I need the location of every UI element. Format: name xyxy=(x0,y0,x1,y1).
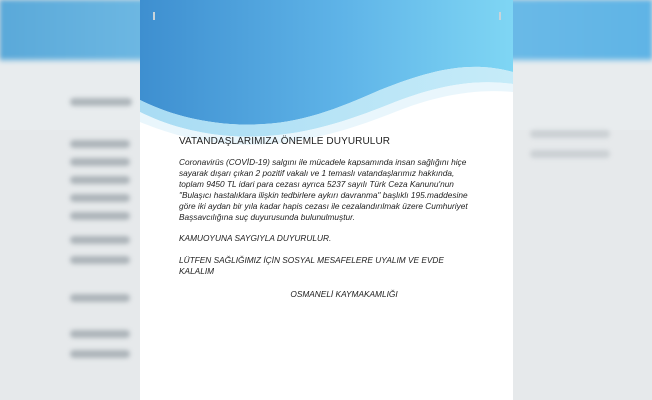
wave-header-graphic xyxy=(140,0,513,150)
background-text-blur xyxy=(70,158,130,166)
background-text-blur xyxy=(70,330,130,338)
background-text-blur xyxy=(70,294,130,302)
background-text-blur xyxy=(70,212,130,220)
background-text-blur xyxy=(530,130,610,138)
background-text-blur xyxy=(70,98,132,106)
background-text-blur xyxy=(70,140,130,148)
announcement-appeal: LÜTFEN SAĞLIĞIMIZ İÇİN SOSYAL MESAFELERE UYALIM VE EVDE KALALIM xyxy=(179,255,444,276)
background-text-blur xyxy=(530,150,610,158)
announcement-title: VATANDAŞLARIMIZA ÖNEMLE DUYURULUR xyxy=(179,136,391,147)
page-corner-mark xyxy=(153,12,155,20)
background-text-blur xyxy=(70,236,130,244)
announcement-document xyxy=(140,0,513,400)
announcement-closing: KAMUOYUNA SAYGIYLA DUYURULUR. xyxy=(179,233,332,243)
background-text-blur xyxy=(70,256,130,264)
announcement-body: Coronavirüs (COVİD-19) salgını ile mücadele kapsamında insan sağlığını hiçe sayarak dışarı çıkan 2 pozitif vakalı ve 1 temaslı vatandaşlarımız hakkında, toplam 9450 TL idari para cezası ayrıca 5237 sayılı Türk Ceza Kanunu'nun "Bulaşıcı hastalıklara ilişkin tedbirlere aykırı davranma" başlıklı 195.maddesine göre iki aydan bir yıla kadar hapis cezası ile cezalandırılmak üzere Cumhuriyet Başsavcılığına suç duyurusunda bulunulmuştur. xyxy=(179,157,468,222)
announcement-text xyxy=(179,136,479,299)
page-corner-mark xyxy=(499,12,501,20)
background-text-blur xyxy=(70,176,130,184)
announcement-signature: OSMANELİ KAYMAKAMLIĞI xyxy=(290,289,398,299)
background-text-blur xyxy=(70,194,130,202)
background-text-blur xyxy=(70,350,130,358)
